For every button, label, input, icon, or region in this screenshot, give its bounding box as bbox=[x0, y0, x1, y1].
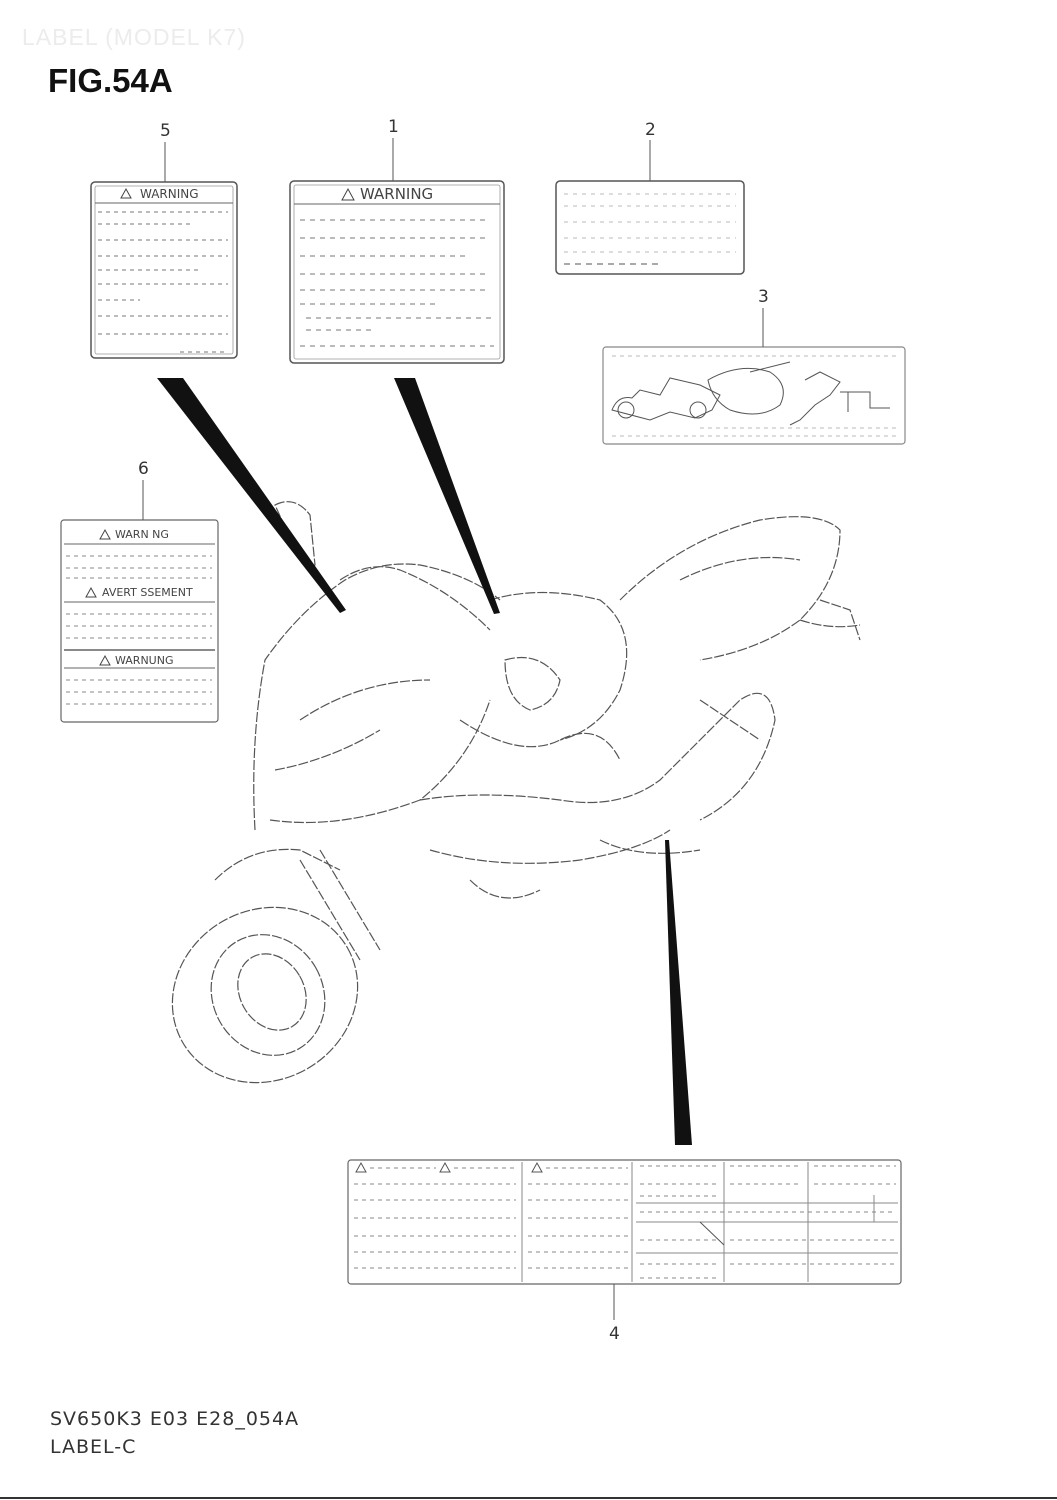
label-3[interactable] bbox=[603, 347, 905, 444]
label-5[interactable] bbox=[91, 182, 237, 358]
footer-code: SV650K3 E03 E28_054A bbox=[50, 1408, 300, 1430]
label-5-heading: WARNING bbox=[140, 187, 199, 201]
pointer-wedges bbox=[157, 378, 692, 1145]
callout-4: 4 bbox=[609, 1324, 620, 1344]
bottom-rule bbox=[0, 1497, 1057, 1499]
footer-section: LABEL-C bbox=[50, 1436, 137, 1458]
label-6-heading-french: AVERT SSEMENT bbox=[102, 586, 193, 599]
pointer-label-1 bbox=[394, 378, 500, 614]
callout-6: 6 bbox=[138, 459, 149, 479]
label-2[interactable] bbox=[556, 181, 744, 274]
callout-1: 1 bbox=[388, 117, 399, 137]
label-6[interactable] bbox=[61, 520, 218, 722]
header-title: LABEL (MODEL K7) bbox=[22, 24, 246, 50]
label-1[interactable] bbox=[290, 181, 504, 363]
label-6-heading-german: WARNUNG bbox=[115, 654, 174, 667]
label-4[interactable] bbox=[348, 1160, 901, 1284]
label-6-heading-english: WARN NG bbox=[115, 528, 169, 541]
callout-3: 3 bbox=[758, 287, 769, 307]
label-1-heading: WARNING bbox=[360, 185, 434, 203]
pointer-label-4 bbox=[665, 840, 692, 1145]
motorcycle-outline bbox=[140, 502, 860, 1116]
callout-5: 5 bbox=[160, 121, 171, 141]
callout-2: 2 bbox=[645, 120, 656, 140]
figure-title: FIG.54A bbox=[48, 62, 173, 99]
